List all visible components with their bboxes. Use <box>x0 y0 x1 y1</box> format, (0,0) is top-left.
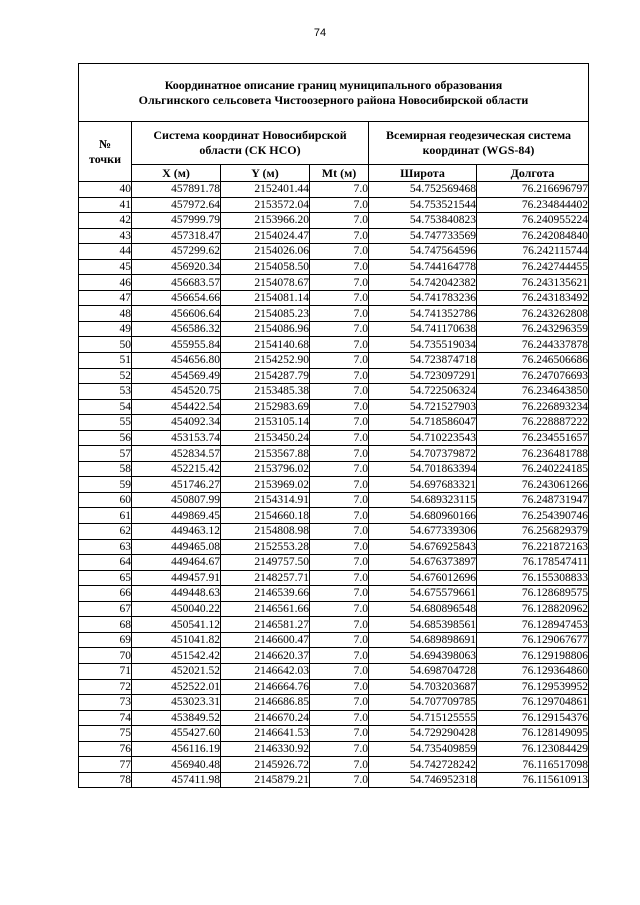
y-cell: 2154058.50 <box>221 259 310 275</box>
x-cell: 457318.47 <box>132 228 221 244</box>
mt-cell: 7.0 <box>310 663 369 679</box>
longitude-cell: 76.128149095 <box>477 726 589 742</box>
x-cell: 457891.78 <box>132 182 221 198</box>
table-row <box>79 306 589 322</box>
point-number-cell: 67 <box>79 601 132 617</box>
y-cell: 2154287.79 <box>221 368 310 384</box>
table-row <box>79 586 589 602</box>
longitude-cell: 76.234551657 <box>477 430 589 446</box>
y-cell: 2154140.68 <box>221 337 310 353</box>
x-cell: 454092.34 <box>132 415 221 431</box>
latitude-cell: 54.723097291 <box>369 368 477 384</box>
table-row <box>79 228 589 244</box>
table-row <box>79 461 589 477</box>
longitude-cell: 76.226893234 <box>477 399 589 415</box>
table-row <box>79 368 589 384</box>
x-cell: 452834.57 <box>132 446 221 462</box>
x-cell: 454656.80 <box>132 353 221 369</box>
table-row <box>79 757 589 773</box>
point-number-cell: 46 <box>79 275 132 291</box>
y-cell: 2145926.72 <box>221 757 310 773</box>
mt-cell: 7.0 <box>310 430 369 446</box>
latitude-cell: 54.735519034 <box>369 337 477 353</box>
longitude-cell: 76.115610913 <box>477 772 589 788</box>
latitude-cell: 54.701863394 <box>369 461 477 477</box>
point-number-cell: 71 <box>79 663 132 679</box>
point-number-cell: 62 <box>79 524 132 540</box>
latitude-cell: 54.741352786 <box>369 306 477 322</box>
coordinates-table <box>78 63 589 788</box>
mt-cell: 7.0 <box>310 368 369 384</box>
mt-cell: 7.0 <box>310 197 369 213</box>
longitude-cell: 76.116517098 <box>477 757 589 773</box>
point-number-cell: 54 <box>79 399 132 415</box>
mt-cell: 7.0 <box>310 275 369 291</box>
mt-cell: 7.0 <box>310 726 369 742</box>
y-cell: 2153450.24 <box>221 430 310 446</box>
table-row <box>79 399 589 415</box>
longitude-cell: 76.242115744 <box>477 244 589 260</box>
x-cell: 456940.48 <box>132 757 221 773</box>
mt-cell: 7.0 <box>310 384 369 400</box>
longitude-cell: 76.234844402 <box>477 197 589 213</box>
latitude-cell: 54.723874718 <box>369 353 477 369</box>
latitude-cell: 54.685398561 <box>369 617 477 633</box>
longitude-cell: 76.256829379 <box>477 524 589 540</box>
latitude-cell: 54.689898691 <box>369 632 477 648</box>
table-row <box>79 259 589 275</box>
latitude-column-header: Широта <box>369 165 477 182</box>
longitude-cell: 76.128689575 <box>477 586 589 602</box>
mt-cell: 7.0 <box>310 306 369 322</box>
mt-cell: 7.0 <box>310 617 369 633</box>
y-cell: 2154026.06 <box>221 244 310 260</box>
table-row <box>79 182 589 198</box>
mt-cell: 7.0 <box>310 213 369 229</box>
table-row <box>79 492 589 508</box>
point-number-cell: 52 <box>79 368 132 384</box>
point-number-cell: 60 <box>79 492 132 508</box>
y-cell: 2146600.47 <box>221 632 310 648</box>
mt-cell: 7.0 <box>310 446 369 462</box>
latitude-cell: 54.753840823 <box>369 213 477 229</box>
y-cell: 2154314.91 <box>221 492 310 508</box>
point-number-cell: 72 <box>79 679 132 695</box>
table-row <box>79 275 589 291</box>
table-row <box>79 726 589 742</box>
mt-column-header: Mt (м) <box>310 165 369 182</box>
x-cell: 449869.45 <box>132 508 221 524</box>
latitude-cell: 54.676012696 <box>369 570 477 586</box>
table-row <box>79 446 589 462</box>
latitude-cell: 54.721527903 <box>369 399 477 415</box>
table-row <box>79 632 589 648</box>
point-number-cell: 76 <box>79 741 132 757</box>
mt-cell: 7.0 <box>310 492 369 508</box>
table-row <box>79 772 589 788</box>
longitude-cell: 76.246506686 <box>477 353 589 369</box>
x-cell: 456683.57 <box>132 275 221 291</box>
point-number-cell: 53 <box>79 384 132 400</box>
table-row <box>79 524 589 540</box>
x-cell: 455955.84 <box>132 337 221 353</box>
latitude-cell: 54.741783236 <box>369 290 477 306</box>
table-row <box>79 601 589 617</box>
longitude-cell: 76.155308833 <box>477 570 589 586</box>
mt-cell: 7.0 <box>310 757 369 773</box>
mt-cell: 7.0 <box>310 228 369 244</box>
longitude-cell: 76.234643850 <box>477 384 589 400</box>
latitude-cell: 54.676925843 <box>369 539 477 555</box>
x-cell: 452215.42 <box>132 461 221 477</box>
mt-cell: 7.0 <box>310 290 369 306</box>
table-row <box>79 648 589 664</box>
table-row <box>79 213 589 229</box>
x-cell: 457411.98 <box>132 772 221 788</box>
y-cell: 2146642.03 <box>221 663 310 679</box>
latitude-cell: 54.718586047 <box>369 415 477 431</box>
latitude-cell: 54.715125555 <box>369 710 477 726</box>
mt-cell: 7.0 <box>310 415 369 431</box>
x-cell: 454422.54 <box>132 399 221 415</box>
y-cell: 2146641.53 <box>221 726 310 742</box>
x-cell: 456116.19 <box>132 741 221 757</box>
table-row <box>79 290 589 306</box>
longitude-cell: 76.129539952 <box>477 679 589 695</box>
y-cell: 2154086.96 <box>221 321 310 337</box>
point-number-cell: 75 <box>79 726 132 742</box>
y-cell: 2148257.71 <box>221 570 310 586</box>
x-cell: 456654.66 <box>132 290 221 306</box>
y-cell: 2146620.37 <box>221 648 310 664</box>
y-cell: 2154252.90 <box>221 353 310 369</box>
point-number-cell: 68 <box>79 617 132 633</box>
x-cell: 452021.52 <box>132 663 221 679</box>
y-cell: 2153105.14 <box>221 415 310 431</box>
table-title <box>79 64 589 122</box>
latitude-cell: 54.744164778 <box>369 259 477 275</box>
mt-cell: 7.0 <box>310 399 369 415</box>
title-line-1: Координатное описание границ муниципального образования <box>164 77 503 92</box>
x-cell: 451542.42 <box>132 648 221 664</box>
y-cell: 2153796.02 <box>221 461 310 477</box>
y-cell: 2149757.50 <box>221 555 310 571</box>
point-number-cell: 47 <box>79 290 132 306</box>
x-column-header: X (м) <box>132 165 221 182</box>
y-cell: 2154660.18 <box>221 508 310 524</box>
table-row <box>79 679 589 695</box>
x-cell: 457299.62 <box>132 244 221 260</box>
longitude-cell: 76.240955224 <box>477 213 589 229</box>
latitude-cell: 54.676373897 <box>369 555 477 571</box>
point-number-cell: 78 <box>79 772 132 788</box>
longitude-cell: 76.228887222 <box>477 415 589 431</box>
point-number-cell: 40 <box>79 182 132 198</box>
y-cell: 2153485.38 <box>221 384 310 400</box>
latitude-cell: 54.680896548 <box>369 601 477 617</box>
latitude-cell: 54.752569468 <box>369 182 477 198</box>
y-cell: 2146686.85 <box>221 695 310 711</box>
y-cell: 2146539.66 <box>221 586 310 602</box>
x-cell: 454569.49 <box>132 368 221 384</box>
longitude-cell: 76.244337878 <box>477 337 589 353</box>
table-row <box>79 197 589 213</box>
point-number-cell: 41 <box>79 197 132 213</box>
latitude-cell: 54.735409859 <box>369 741 477 757</box>
longitude-column-header: Долгота <box>477 165 589 182</box>
y-cell: 2153567.88 <box>221 446 310 462</box>
point-number-word: точки <box>88 151 122 166</box>
longitude-cell: 76.129154376 <box>477 710 589 726</box>
mt-cell: 7.0 <box>310 772 369 788</box>
point-number-cell: 66 <box>79 586 132 602</box>
table-row <box>79 244 589 260</box>
latitude-cell: 54.698704728 <box>369 663 477 679</box>
point-number-cell: 42 <box>79 213 132 229</box>
longitude-cell: 76.129364860 <box>477 663 589 679</box>
y-cell: 2146670.24 <box>221 710 310 726</box>
mt-cell: 7.0 <box>310 321 369 337</box>
y-cell: 2152983.69 <box>221 399 310 415</box>
point-number-cell: 59 <box>79 477 132 493</box>
mt-cell: 7.0 <box>310 461 369 477</box>
latitude-cell: 54.742042382 <box>369 275 477 291</box>
longitude-cell: 76.243135621 <box>477 275 589 291</box>
x-cell: 450040.22 <box>132 601 221 617</box>
mt-cell: 7.0 <box>310 539 369 555</box>
x-cell: 453023.31 <box>132 695 221 711</box>
mt-cell: 7.0 <box>310 710 369 726</box>
longitude-cell: 76.243061266 <box>477 477 589 493</box>
longitude-cell: 76.128820962 <box>477 601 589 617</box>
longitude-cell: 76.129198806 <box>477 648 589 664</box>
point-number-cell: 44 <box>79 244 132 260</box>
mt-cell: 7.0 <box>310 508 369 524</box>
x-cell: 457972.64 <box>132 197 221 213</box>
point-number-cell: 65 <box>79 570 132 586</box>
point-number-cell: 45 <box>79 259 132 275</box>
latitude-cell: 54.675579661 <box>369 586 477 602</box>
point-number-symbol: № <box>98 136 112 151</box>
x-cell: 454520.75 <box>132 384 221 400</box>
longitude-cell: 76.240224185 <box>477 461 589 477</box>
latitude-cell: 54.707379872 <box>369 446 477 462</box>
latitude-cell: 54.729290428 <box>369 726 477 742</box>
y-column-header: Y (м) <box>221 165 310 182</box>
point-number-cell: 50 <box>79 337 132 353</box>
mt-cell: 7.0 <box>310 337 369 353</box>
latitude-cell: 54.694398063 <box>369 648 477 664</box>
point-number-cell: 51 <box>79 353 132 369</box>
x-cell: 450807.99 <box>132 492 221 508</box>
y-cell: 2154024.47 <box>221 228 310 244</box>
longitude-cell: 76.243296359 <box>477 321 589 337</box>
y-cell: 2152553.28 <box>221 539 310 555</box>
table-row <box>79 555 589 571</box>
latitude-cell: 54.697683321 <box>369 477 477 493</box>
x-cell: 456920.34 <box>132 259 221 275</box>
point-number-cell: 49 <box>79 321 132 337</box>
table-row <box>79 617 589 633</box>
mt-cell: 7.0 <box>310 586 369 602</box>
longitude-cell: 76.129067677 <box>477 632 589 648</box>
point-number-cell: 69 <box>79 632 132 648</box>
y-cell: 2153966.20 <box>221 213 310 229</box>
mt-cell: 7.0 <box>310 570 369 586</box>
page-number: 74 <box>313 27 327 39</box>
table-row <box>79 321 589 337</box>
latitude-cell: 54.703203687 <box>369 679 477 695</box>
table-row <box>79 477 589 493</box>
longitude-cell: 76.248731947 <box>477 492 589 508</box>
y-cell: 2154078.67 <box>221 275 310 291</box>
x-cell: 449448.63 <box>132 586 221 602</box>
longitude-cell: 76.216696797 <box>477 182 589 198</box>
title-line-2: Ольгинского сельсовета Чистоозерного района Новосибирской области <box>138 92 529 107</box>
x-cell: 456586.32 <box>132 321 221 337</box>
point-number-cell: 64 <box>79 555 132 571</box>
point-number-header <box>79 122 132 182</box>
mt-cell: 7.0 <box>310 477 369 493</box>
mt-cell: 7.0 <box>310 601 369 617</box>
longitude-cell: 76.243183492 <box>477 290 589 306</box>
x-cell: 450541.12 <box>132 617 221 633</box>
nso-system-header: Система координат Новосибирской области (СК НСО) <box>132 122 369 165</box>
point-number-cell: 58 <box>79 461 132 477</box>
mt-cell: 7.0 <box>310 353 369 369</box>
y-cell: 2153969.02 <box>221 477 310 493</box>
latitude-cell: 54.753521544 <box>369 197 477 213</box>
x-cell: 449457.91 <box>132 570 221 586</box>
longitude-cell: 76.247076693 <box>477 368 589 384</box>
point-number-cell: 57 <box>79 446 132 462</box>
latitude-cell: 54.741170638 <box>369 321 477 337</box>
mt-cell: 7.0 <box>310 524 369 540</box>
x-cell: 456606.64 <box>132 306 221 322</box>
x-cell: 451746.27 <box>132 477 221 493</box>
y-cell: 2154085.23 <box>221 306 310 322</box>
mt-cell: 7.0 <box>310 555 369 571</box>
mt-cell: 7.0 <box>310 695 369 711</box>
table-row <box>79 570 589 586</box>
mt-cell: 7.0 <box>310 679 369 695</box>
mt-cell: 7.0 <box>310 259 369 275</box>
y-cell: 2146664.76 <box>221 679 310 695</box>
y-cell: 2146561.66 <box>221 601 310 617</box>
longitude-cell: 76.254390746 <box>477 508 589 524</box>
mt-cell: 7.0 <box>310 244 369 260</box>
latitude-cell: 54.746952318 <box>369 772 477 788</box>
table-row <box>79 384 589 400</box>
x-cell: 449465.08 <box>132 539 221 555</box>
latitude-cell: 54.742728242 <box>369 757 477 773</box>
mt-cell: 7.0 <box>310 648 369 664</box>
longitude-cell: 76.123084429 <box>477 741 589 757</box>
x-cell: 453153.74 <box>132 430 221 446</box>
longitude-cell: 76.129704861 <box>477 695 589 711</box>
point-number-cell: 73 <box>79 695 132 711</box>
x-cell: 455427.60 <box>132 726 221 742</box>
latitude-cell: 54.680960166 <box>369 508 477 524</box>
point-number-cell: 61 <box>79 508 132 524</box>
table-row <box>79 353 589 369</box>
x-cell: 451041.82 <box>132 632 221 648</box>
point-number-cell: 74 <box>79 710 132 726</box>
y-cell: 2154808.98 <box>221 524 310 540</box>
table-row <box>79 337 589 353</box>
point-number-cell: 55 <box>79 415 132 431</box>
latitude-cell: 54.747733569 <box>369 228 477 244</box>
point-number-cell: 43 <box>79 228 132 244</box>
y-cell: 2152401.44 <box>221 182 310 198</box>
latitude-cell: 54.747564596 <box>369 244 477 260</box>
mt-cell: 7.0 <box>310 632 369 648</box>
latitude-cell: 54.677339306 <box>369 524 477 540</box>
latitude-cell: 54.722506324 <box>369 384 477 400</box>
point-number-cell: 48 <box>79 306 132 322</box>
y-cell: 2146330.92 <box>221 741 310 757</box>
mt-cell: 7.0 <box>310 741 369 757</box>
x-cell: 452522.01 <box>132 679 221 695</box>
x-cell: 453849.52 <box>132 710 221 726</box>
table-row <box>79 415 589 431</box>
table-row <box>79 508 589 524</box>
table-row <box>79 710 589 726</box>
table-row <box>79 539 589 555</box>
point-number-cell: 77 <box>79 757 132 773</box>
y-cell: 2146581.27 <box>221 617 310 633</box>
y-cell: 2153572.04 <box>221 197 310 213</box>
longitude-cell: 76.242744455 <box>477 259 589 275</box>
x-cell: 449464.67 <box>132 555 221 571</box>
longitude-cell: 76.128947453 <box>477 617 589 633</box>
x-cell: 449463.12 <box>132 524 221 540</box>
table-row <box>79 663 589 679</box>
longitude-cell: 76.236481788 <box>477 446 589 462</box>
latitude-cell: 54.707709785 <box>369 695 477 711</box>
mt-cell: 7.0 <box>310 182 369 198</box>
longitude-cell: 76.178547411 <box>477 555 589 571</box>
x-cell: 457999.79 <box>132 213 221 229</box>
point-number-cell: 63 <box>79 539 132 555</box>
longitude-cell: 76.242084840 <box>477 228 589 244</box>
wgs-system-header: Всемирная геодезическая система координат (WGS-84) <box>369 122 589 165</box>
longitude-cell: 76.221872163 <box>477 539 589 555</box>
table-row <box>79 741 589 757</box>
latitude-cell: 54.710223543 <box>369 430 477 446</box>
point-number-cell: 56 <box>79 430 132 446</box>
table-body <box>79 182 589 788</box>
y-cell: 2154081.14 <box>221 290 310 306</box>
longitude-cell: 76.243262808 <box>477 306 589 322</box>
point-number-cell: 70 <box>79 648 132 664</box>
table-row <box>79 695 589 711</box>
y-cell: 2145879.21 <box>221 772 310 788</box>
table-row <box>79 430 589 446</box>
latitude-cell: 54.689323115 <box>369 492 477 508</box>
